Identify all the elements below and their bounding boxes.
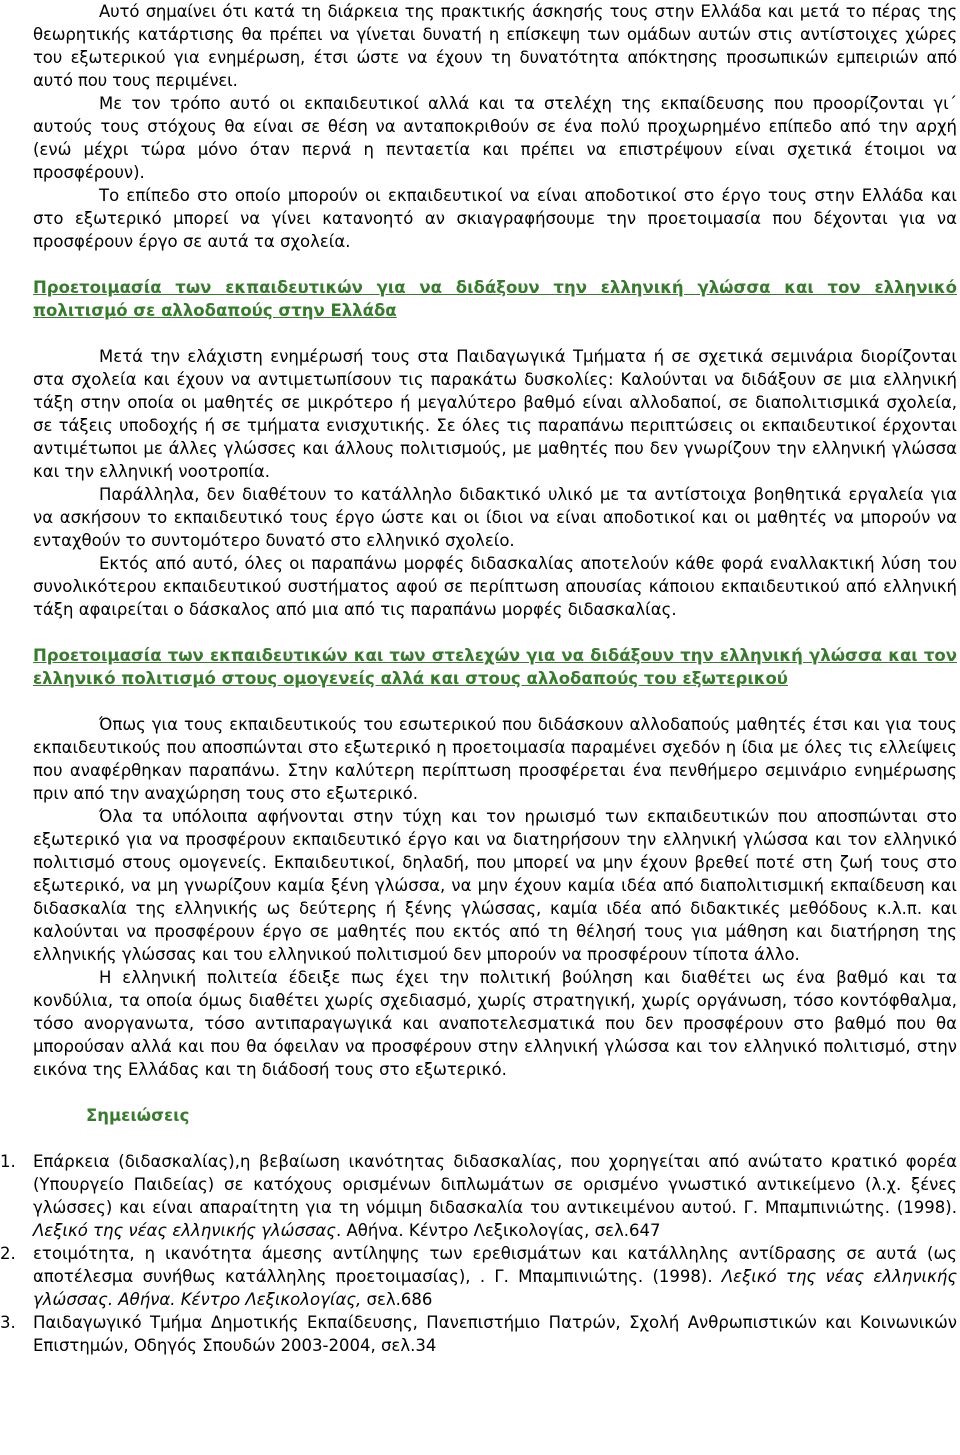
- note-text: Παιδαγωγικό Τμήμα Δημοτικής Εκπαίδευσης, Πανεπιστήμιο Πατρών, Σχολή Ανθρωπιστικών και Κοινωνικών Επιστημών, Οδηγός Σπουδών 2003-2004, σελ.34: [33, 1313, 957, 1355]
- note-source-title: Λεξικό της νέας ελληνικής γλώσσας: [33, 1221, 336, 1240]
- section-1-heading: Προετοιμασία των εκπαιδευτικών για να διδάξουν την ελληνική γλώσσα και τον ελληνικό πολιτισμό σε αλλοδαπούς στην Ελλάδα: [33, 278, 957, 320]
- spacer: [0, 322, 960, 345]
- spacer: [0, 690, 960, 713]
- spacer: [0, 1127, 960, 1150]
- spacer: [0, 253, 960, 276]
- spacer: [0, 1081, 960, 1104]
- note-text-tail: σελ.686: [361, 1290, 433, 1309]
- section-1-paragraph-2: Παράλληλα, δεν διαθέτουν το κατάλληλο διδακτικό υλικό με τα αντίστοιχα βοηθητικά εργαλεία για να ασκήσουν το εκπαιδευτικό τους έργο ώστε και οι ίδιοι να είναι αποδοτικοί και οι μαθητές να μπορούν να ενταχθούν το συντομότερο δυνατό στο ελληνικό σχολείο.: [33, 485, 957, 550]
- section-1-paragraph-1: Μετά την ελάχιστη ενημέρωσή τους στα Παιδαγωγικά Τμήματα ή σε σχετικά σεμινάρια διορίζονται στα σχολεία και έχουν να αντιμετωπίσουν τις παρακάτω δυσκολίες: Καλούνται να διδάξουν σε μια ελληνική τάξη στην οποία οι μαθητές σε μικρότερο ή μεγαλύτερο βαθμό είναι αλλοδαποί, σε διαπολιτισμικά σχολεία, σε τάξεις υποδοχής ή σε τμήματα ενισχυτικής. Σε όλες τις παραπάνω περιπτώσεις οι εκπαιδευτικοί έρχονται αντιμέτωποι με άλλες γλώσσες και άλλους πολιτισμούς, με μαθητές που δεν γνωρίζουν την ελληνική γλώσσα και την ελληνική νοοτροπία.: [33, 347, 957, 481]
- intro-paragraph-3: Το επίπεδο στο οποίο μπορούν οι εκπαιδευτικοί να είναι αποδοτικοί στο έργο τους στην Ελλάδα και στο εξωτερικό μπορεί να γίνει κατανοητό αν σκιαγραφήσουμε την προετοιμασία που δέχονται για να προσφέρουν έργο σε αυτά τα σχολεία.: [33, 186, 957, 251]
- note-text: Επάρκεια (διδασκαλίας),η βεβαίωση ικανότητας διδασκαλίας, που χορηγείται από ανώτατο κρατικό φορέα (Υπουργείο Παιδείας) σε κατόχους ορισμένων διπλωμάτων σε ορισμένο γνωστικό αντικείμενο (λ.χ. ξένες γλώσσες) και είναι απαραίτητη για τη νόμιμη διδασκαλία του αντικειμένου αυτού. Γ. Μπαμπινιώτης. (1998).: [33, 1152, 957, 1217]
- intro-paragraph-2: Με τον τρόπο αυτό οι εκπαιδευτικοί αλλά και τα στελέχη της εκπαίδευσης που προορίζονται γι΄ αυτούς τους στόχους θα είναι σε θέση να ανταποκριθούν σε ένα πολύ προχωρημένο επίπεδο από την αρχή (ενώ μέχρι τώρα μόνο όταν περνά η πενταετία και πρέπει να επιστρέψουν είναι σχετικά έτοιμοι να προσφέρουν).: [33, 94, 957, 182]
- note-source-title: Λεξικό της νέας ελληνικής γλώσσας. Αθήνα. Κέντρο Λεξικολογίας,: [33, 1267, 957, 1309]
- note-item: [0, 1150, 957, 1242]
- section-2-body: [0, 713, 960, 1081]
- note-number: 3.: [0, 1313, 16, 1332]
- note-item: [0, 1311, 957, 1357]
- notes-heading: Σημειώσεις: [86, 1106, 190, 1125]
- spacer: [0, 621, 960, 644]
- section-2-heading: Προετοιμασία των εκπαιδευτικών και των στελεχών για να διδάξουν την ελληνική γλώσσα και τον ελληνικό πολιτισμό στους ομογενείς αλλά και στους αλλοδαπούς του εξωτερικού: [33, 646, 957, 688]
- note-text: ετοιμότητα, η ικανότητα άμεσης αντίληψης των ερεθισμάτων και κατάλληλης αντίδρασης σε αυτά (ως αποτέλεσμα συνήθως κατάλληλης προετοιμασίας), . Γ. Μπαμπινιώτης. (1998).: [33, 1244, 957, 1286]
- intro-section: [0, 0, 960, 253]
- intro-paragraph-1: Αυτό σημαίνει ότι κατά τη διάρκεια της πρακτικής άσκησής τους στην Ελλάδα και μετά το πέρας της θεωρητικής κατάρτισης θα πρέπει να γίνεται δυνατή η επίσκεψη των ομάδων αυτών στις αντίστοιχες χώρες του εξωτερικού για ενημέρωση, έτσι ώστε να έχουν τη δυνατότητα απόκτησης προσωπικών εμπειριών από αυτό που τους περιμένει.: [33, 2, 957, 90]
- note-number: 2.: [0, 1244, 16, 1263]
- note-item: [0, 1242, 957, 1311]
- section-2-paragraph-2: Όλα τα υπόλοιπα αφήνονται στην τύχη και τον ηρωισμό των εκπαιδευτικών που αποσπώνται στο εξωτερικό για να προσφέρουν εκπαιδευτικό έργο και να διατηρήσουν την ελληνική γλώσσα και τον ελληνικό πολιτισμό στους ομογενείς. Εκπαιδευτικοί, δηλαδή, που μπορεί να μην έχουν βρεθεί ποτέ στη ζωή τους στο εξωτερικό, να μη γνωρίζουν καμία ξένη γλώσσα, να μην έχουν καμία ιδέα από διαπολιτισμική εκπαίδευση και διδασκαλία της ελληνικής ως δεύτερης ή ξένης γλώσσας, καμία ιδέα από διδακτικές μεθόδους κ.λ.π. και καλούνται να προσφέρουν έργο σε μαθητές που εκτός από τη θέλησή τους για μάθηση και διατήρηση της ελληνικής γλώσσας και του ελληνικού πολιτισμού δεν μπορούν να προσφέρουν τίποτα άλλο.: [33, 807, 957, 964]
- notes-list: [0, 1150, 960, 1357]
- section-2-paragraph-3: Η ελληνική πολιτεία έδειξε πως έχει την πολιτική βούληση και διαθέτει ως ένα βαθμό και τα κονδύλια, τα οποία όμως διαθέτει χωρίς σχεδιασμό, χωρίς στρατηγική, χωρίς οργάνωση, τόσο κοντόφθαλμα, τόσο ανοργανωτα, τόσο αντιπαραγωγικά και αναποτελεσματικά που δεν προσφέρουν στο βαθμό που θα μπορούσαν αλλά και που θα όφειλαν να προσφέρουν στην ελληνική γλώσσα και τον ελληνικό πολιτισμό, στην εικόνα της Ελλάδας και τη διάδοσή τους στο εξωτερικό.: [33, 968, 957, 1079]
- note-number: 1.: [0, 1152, 16, 1171]
- section-1-paragraph-3: Εκτός από αυτό, όλες οι παραπάνω μορφές διδασκαλίας αποτελούν κάθε φορά εναλλακτική λύση του συνολικότερου εκπαιδευτικού συστήματος αφού σε περίπτωση απουσίας κάποιου εκπαιδευτικού από ελληνική τάξη αφαιρείται ο δάσκαλος από μια από τις παραπάνω μορφές διδασκαλίας.: [33, 554, 957, 619]
- section-1-body: [0, 345, 960, 621]
- section-2-paragraph-1: Όπως για τους εκπαιδευτικούς του εσωτερικού που διδάσκουν αλλοδαπούς μαθητές έτσι και για τους εκπαιδευτικούς που αποσπώνται στο εξωτερικό η προετοιμασία παραμένει σχεδόν η ίδια με όλες τις ελλείψεις που αναφέρθηκαν παραπάνω. Στην καλύτερη περίπτωση προσφέρεται ένα πενθήμερο σεμινάριο ενημέρωσης πριν από την αναχώρηση τους στο εξωτερικό.: [33, 715, 957, 803]
- note-text-tail: . Αθήνα. Κέντρο Λεξικολογίας, σελ.647: [335, 1221, 661, 1240]
